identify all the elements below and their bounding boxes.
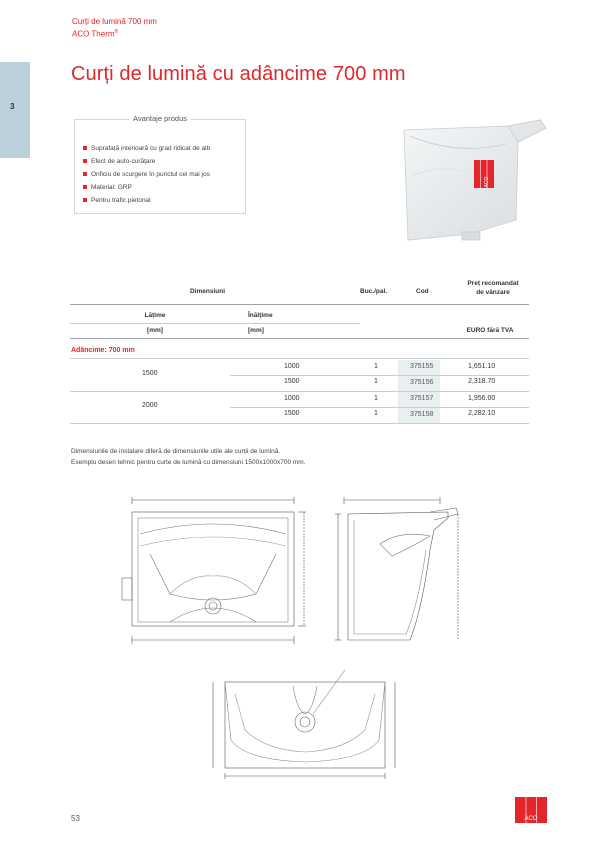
header-price: [453, 280, 533, 296]
code-cell: 375157: [398, 392, 440, 407]
price-cell: 2,282.10: [468, 410, 496, 417]
header-width-unit: [mm]: [147, 327, 163, 334]
advantages-title: Avantaje produs: [75, 114, 245, 123]
table-rule: [230, 375, 529, 376]
table-rule: [70, 304, 529, 305]
height-cell: 1000: [284, 363, 300, 370]
header-height-unit: [mm]: [248, 327, 264, 334]
advantage-item: Pentru trafic pietonal: [83, 194, 210, 207]
table-rule: [70, 391, 529, 392]
advantage-item: Orificiu de scurgere în punctul cel mai jos: [83, 168, 210, 181]
top-view-drawing: [205, 670, 405, 785]
side-view-drawing: [330, 490, 470, 660]
svg-text:ACO: ACO: [484, 176, 490, 188]
height-cell: 1500: [284, 378, 300, 385]
height-cell: 1500: [284, 410, 300, 417]
pcs-cell: 1: [374, 410, 378, 417]
pcs-cell: 1: [374, 363, 378, 370]
table-rule: [230, 407, 529, 408]
price-cell: 1,956.00: [468, 395, 496, 402]
front-view-drawing: [110, 494, 315, 654]
table-rule: [70, 423, 529, 424]
price-cell: 1,651.10: [468, 363, 496, 370]
header-price-line2: de vânzare: [476, 289, 510, 296]
pcs-cell: 1: [374, 395, 378, 402]
code-cell: 375155: [398, 360, 440, 375]
code-cell: 375158: [398, 408, 440, 423]
aco-logo: [515, 797, 547, 823]
note-line1: Dimensiunile de instalare diferă de dimensiunile utile ale curții de lumină.: [71, 448, 281, 455]
advantages-list: [83, 142, 210, 207]
section-label: Adâncime: 700 mm: [71, 347, 135, 354]
code-cell: 375156: [398, 376, 440, 391]
advantages-box: [74, 114, 246, 214]
header-code: Cod: [416, 288, 429, 295]
advantage-item: Material: GRP: [83, 181, 210, 194]
table-rule: [70, 338, 529, 339]
header-price-line1: Preț recomandat: [467, 280, 519, 287]
advantage-item: Efect de auto-curățare: [83, 155, 210, 168]
running-head-line2: ACO Therm®: [72, 29, 119, 39]
price-cell: 2,318.70: [468, 378, 496, 385]
pcs-cell: 1: [374, 378, 378, 385]
width-cell: 1500: [142, 370, 158, 377]
svg-text:ACO: ACO: [524, 816, 538, 822]
header-dimensions: Dimensiuni: [190, 288, 226, 295]
installation-note: [71, 446, 306, 468]
header-pcs-pal: Buc./pal.: [360, 288, 388, 295]
table-rule: [70, 358, 529, 359]
width-cell: 2000: [142, 402, 158, 409]
height-cell: 1000: [284, 395, 300, 402]
chapter-tab[interactable]: [0, 62, 30, 158]
page-title: Curți de lumină cu adâncime 700 mm: [71, 63, 406, 85]
header-height: Înălțime: [248, 312, 273, 319]
running-head-line1: Curți de lumină 700 mm: [72, 17, 157, 26]
product-photo: [398, 116, 548, 252]
table-rule: [70, 323, 360, 324]
advantage-item: Suprafață interioară cu grad ridicat de alb: [83, 142, 210, 155]
chapter-number: 3: [10, 102, 15, 111]
running-head: [72, 17, 157, 40]
header-width: Lățime: [144, 312, 166, 319]
page-number: 53: [71, 814, 80, 823]
header-currency: EURO fără TVA: [466, 327, 514, 334]
note-line2: Exemplu desen tehnic pentru curte de lumină cu dimensiuni 1500x1000x700 mm.: [71, 459, 306, 466]
